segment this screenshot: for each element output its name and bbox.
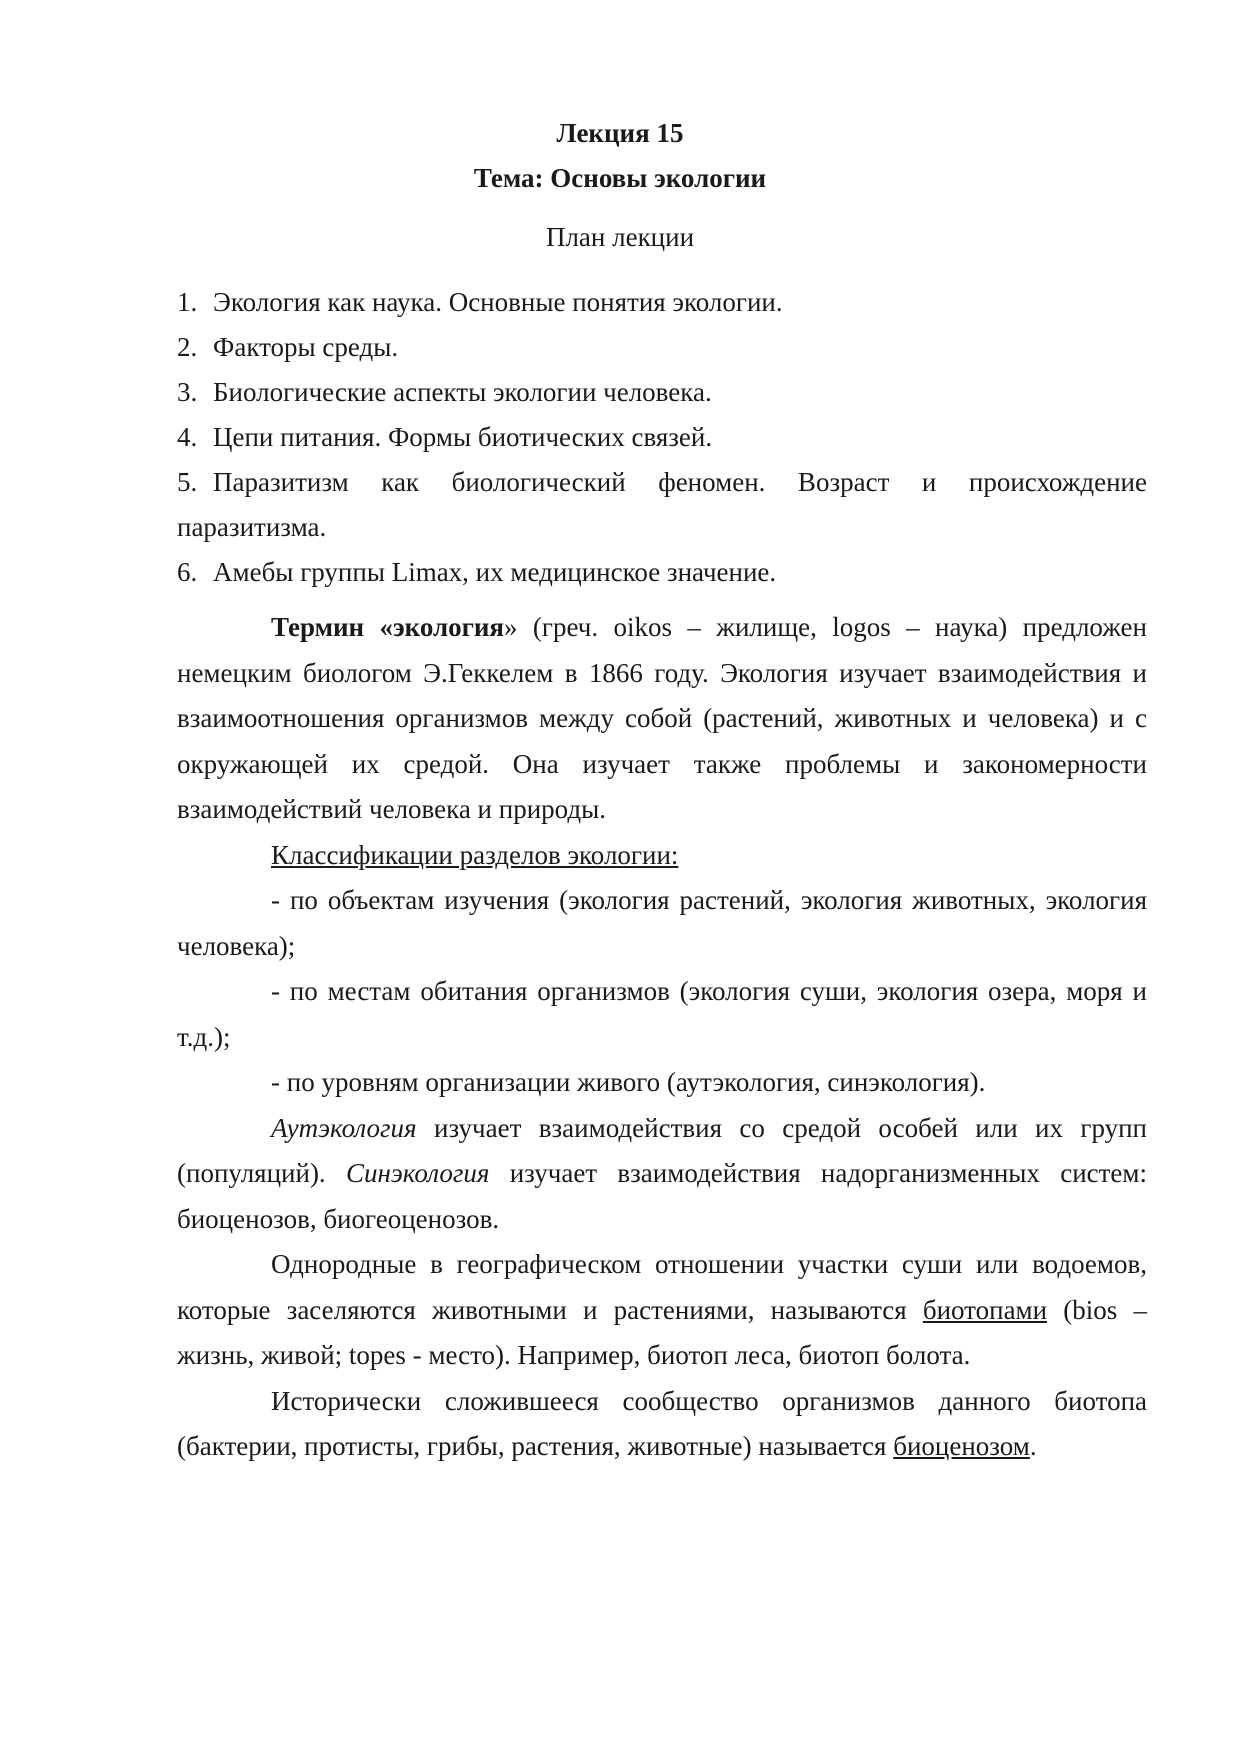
- list-item: [177, 460, 1147, 550]
- paragraph-text: Однородные в географическом отношении участки суши или водоемов, которые заселяются животными и растениями, называются: [177, 1249, 1147, 1325]
- list-item-number: 6.: [177, 557, 198, 587]
- list-item-text: Экология как наука. Основные понятия экологии.: [213, 287, 783, 317]
- list-item-text: Факторы среды.: [213, 332, 399, 362]
- term-synecology: Синэкология: [345, 1158, 490, 1188]
- term-autecology: Аутэкология: [271, 1112, 417, 1143]
- paragraph-biocenosis: [177, 1379, 1147, 1470]
- paragraph-text: (bios – жизнь, живой; topes - место). Например, биотоп леса, биотоп болота.: [177, 1294, 1147, 1370]
- classification-item: - по местам обитания организмов (экология суши, экология озера, моря и т.д.);: [177, 976, 1147, 1052]
- list-item-number: 3.: [177, 377, 198, 407]
- lecture-body: [177, 605, 1147, 1470]
- classification-heading: [177, 833, 1147, 879]
- list-item-number: 5.: [177, 467, 198, 497]
- list-item: [177, 370, 1147, 415]
- topic-title: Тема: Основы экологии: [473, 163, 767, 193]
- classification-item: - по объектам изучения (экология растений, экология животных, экология человека);: [177, 885, 1147, 961]
- paragraph-text: изучает взаимодействия со средой особей или их групп (популяций).: [177, 1112, 1147, 1188]
- term-ecology: Термин «экология: [271, 612, 505, 642]
- classification-item: - по уровням организации живого (аутэкология, синэкология).: [271, 1067, 986, 1097]
- list-item-text: Цепи питания. Формы биотических связей.: [213, 422, 713, 452]
- paragraph-autecology: [177, 1106, 1147, 1243]
- paragraph-text: » (греч. oikos – жилище, logos – наука) предложен немецким биологом Э.Геккелем в 1866 году. Экология изучает взаимодействия и взаимоотношения организмов между собой (растений, животных и человека) и с окружающей их средой. Она изучает также проблемы и закономерности взаимодействий человека и природы.: [177, 612, 1147, 824]
- list-item: [177, 280, 1147, 325]
- list-item-number: 4.: [177, 422, 198, 452]
- list-item-text: Паразитизм как биологический феномен. Возраст и происхождение паразитизма.: [177, 467, 1147, 542]
- plan-heading: План лекции: [545, 222, 695, 252]
- paragraph-term-ecology: [177, 605, 1147, 833]
- classification-heading-text: Классификации разделов экологии:: [271, 839, 679, 870]
- paragraph-text: изучает взаимодействия надорганизменных систем: биоценозов, биогеоценозов.: [177, 1158, 1147, 1234]
- lecture-plan-list: [177, 280, 1147, 595]
- list-item: [177, 415, 1147, 460]
- term-biocenosis: биоценозом: [893, 1431, 1030, 1461]
- list-item: [177, 550, 1147, 595]
- paragraph-text: .: [1029, 1431, 1037, 1461]
- list-item: [177, 325, 1147, 370]
- paragraph-biotope: [177, 1242, 1147, 1379]
- list-item-number: 2.: [177, 332, 198, 362]
- term-biotope: биотопами: [922, 1294, 1048, 1325]
- paragraph-text: Исторически сложившееся сообщество организмов данного биотопа (бактерии, протисты, грибы, растения, животные) называется: [177, 1385, 1147, 1461]
- list-item-number: 1.: [177, 287, 198, 317]
- lecture-title: Лекция 15: [556, 118, 684, 148]
- list-item-text: Биологические аспекты экологии человека.: [213, 377, 712, 407]
- list-item-text: Амебы группы Limax, их медицинское значение.: [213, 557, 777, 587]
